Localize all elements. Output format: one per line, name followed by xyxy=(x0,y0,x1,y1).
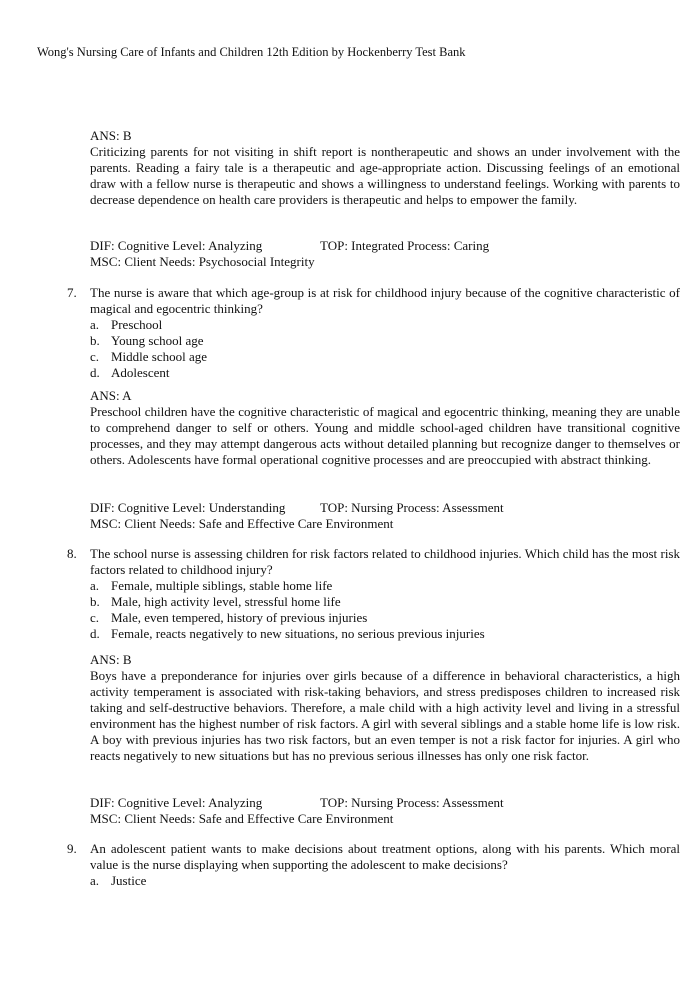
option-text: Female, reacts negatively to new situations, no serious previous injuries xyxy=(111,626,485,641)
question-stem: An adolescent patient wants to make decisions about treatment options, along with his parents. Which moral value is the nurse displaying when supporting the adolescent to make decisions? xyxy=(90,841,680,872)
top-label: TOP: Nursing Process: Assessment xyxy=(320,500,504,515)
option-a xyxy=(90,578,680,594)
question-number: 8. xyxy=(67,546,77,561)
question-number: 7. xyxy=(67,285,77,300)
option-letter: a. xyxy=(90,873,100,888)
option-letter: c. xyxy=(90,349,100,364)
option-a xyxy=(90,317,680,333)
top-label: TOP: Integrated Process: Caring xyxy=(320,238,490,253)
q7-meta xyxy=(90,500,680,532)
option-text: Male, high activity level, stressful home life xyxy=(111,594,341,609)
top-label: TOP: Nursing Process: Assessment xyxy=(320,795,504,810)
option-text: Young school age xyxy=(111,333,204,348)
prev-meta xyxy=(90,238,680,270)
option-text: Male, even tempered, history of previous injuries xyxy=(111,610,368,625)
q8-answer-block xyxy=(90,652,680,764)
option-c xyxy=(90,610,680,626)
rationale: Criticizing parents for not visiting in shift report is nontherapeutic and shows an under involvement with the parents. Reading a fairy tale is a therapeutic and age-appropriate action. Discussing feelings of an emotional draw with a fellow nurse is therapeutic and shows a willingness to understand feelings. Working with parents to decrease dependence on health care providers is therapeutic and helps to empower the family. xyxy=(90,144,680,207)
question-stem: The school nurse is assessing children for risk factors related to childhood injuries. Which child has the most risk factors related to childhood injury? xyxy=(90,546,680,577)
option-letter: d. xyxy=(90,365,100,380)
question-7 xyxy=(67,285,680,381)
option-b xyxy=(90,594,680,610)
option-letter: d. xyxy=(90,626,100,641)
msc-label: MSC: Client Needs: Psychosocial Integrity xyxy=(90,254,315,269)
q7-answer-block xyxy=(90,388,680,468)
option-letter: b. xyxy=(90,333,100,348)
rationale: Preschool children have the cognitive characteristic of magical and egocentric thinking, meaning they are unable to comprehend danger to self or others. Young and middle school-aged children have transitional cognitive processes, and they may attempt dangerous acts without detailed planning but recognize danger to themselves or others. Adolescents have formal operational cognitive processes and are preoccupied with abstract thinking. xyxy=(90,404,680,467)
rationale: Boys have a preponderance for injuries over girls because of a difference in behavioral characteristics, a high activity temperament is associated with risk-taking behaviors, and stress predisposes children to increased risk taking and self-destructive behaviors. Therefore, a male child with a high activity level and living in a stressful environment has the highest number of risk factors. A girl with several siblings and a stable home life is low risk. A boy with previous injuries has two risk factors, but an even temper is not a risk factor for injuries. A girl who reacts negatively to new situations but has no previous serious illnesses has only one risk factor. xyxy=(90,668,680,763)
option-letter: a. xyxy=(90,578,100,593)
option-text: Adolescent xyxy=(111,365,170,380)
option-text: Middle school age xyxy=(111,349,208,364)
option-list xyxy=(90,873,680,889)
option-letter: c. xyxy=(90,610,100,625)
question-8 xyxy=(67,546,680,642)
option-text: Female, multiple siblings, stable home life xyxy=(111,578,333,593)
option-c xyxy=(90,349,680,365)
option-list xyxy=(90,317,680,381)
option-a xyxy=(90,873,680,889)
q8-meta xyxy=(90,795,680,827)
question-number: 9. xyxy=(67,841,77,856)
page-header: Wong's Nursing Care of Infants and Children 12th Edition by Hockenberry Test Bank xyxy=(37,45,466,59)
option-letter: a. xyxy=(90,317,100,332)
option-text: Preschool xyxy=(111,317,163,332)
msc-label: MSC: Client Needs: Safe and Effective Care Environment xyxy=(90,811,394,826)
question-9 xyxy=(67,841,680,889)
answer-label: ANS: B xyxy=(90,128,132,143)
option-d xyxy=(90,365,680,381)
dif-label: DIF: Cognitive Level: Analyzing xyxy=(90,238,263,253)
option-d xyxy=(90,626,680,642)
prev-answer-block xyxy=(90,128,680,208)
dif-label: DIF: Cognitive Level: Understanding xyxy=(90,500,286,515)
answer-label: ANS: A xyxy=(90,388,132,403)
option-list xyxy=(90,578,680,642)
answer-label: ANS: B xyxy=(90,652,132,667)
msc-label: MSC: Client Needs: Safe and Effective Care Environment xyxy=(90,516,394,531)
option-b xyxy=(90,333,680,349)
option-letter: b. xyxy=(90,594,100,609)
dif-label: DIF: Cognitive Level: Analyzing xyxy=(90,795,263,810)
question-stem: The nurse is aware that which age-group is at risk for childhood injury because of the cognitive characteristic of magical and egocentric thinking? xyxy=(90,285,680,316)
option-text: Justice xyxy=(111,873,147,888)
